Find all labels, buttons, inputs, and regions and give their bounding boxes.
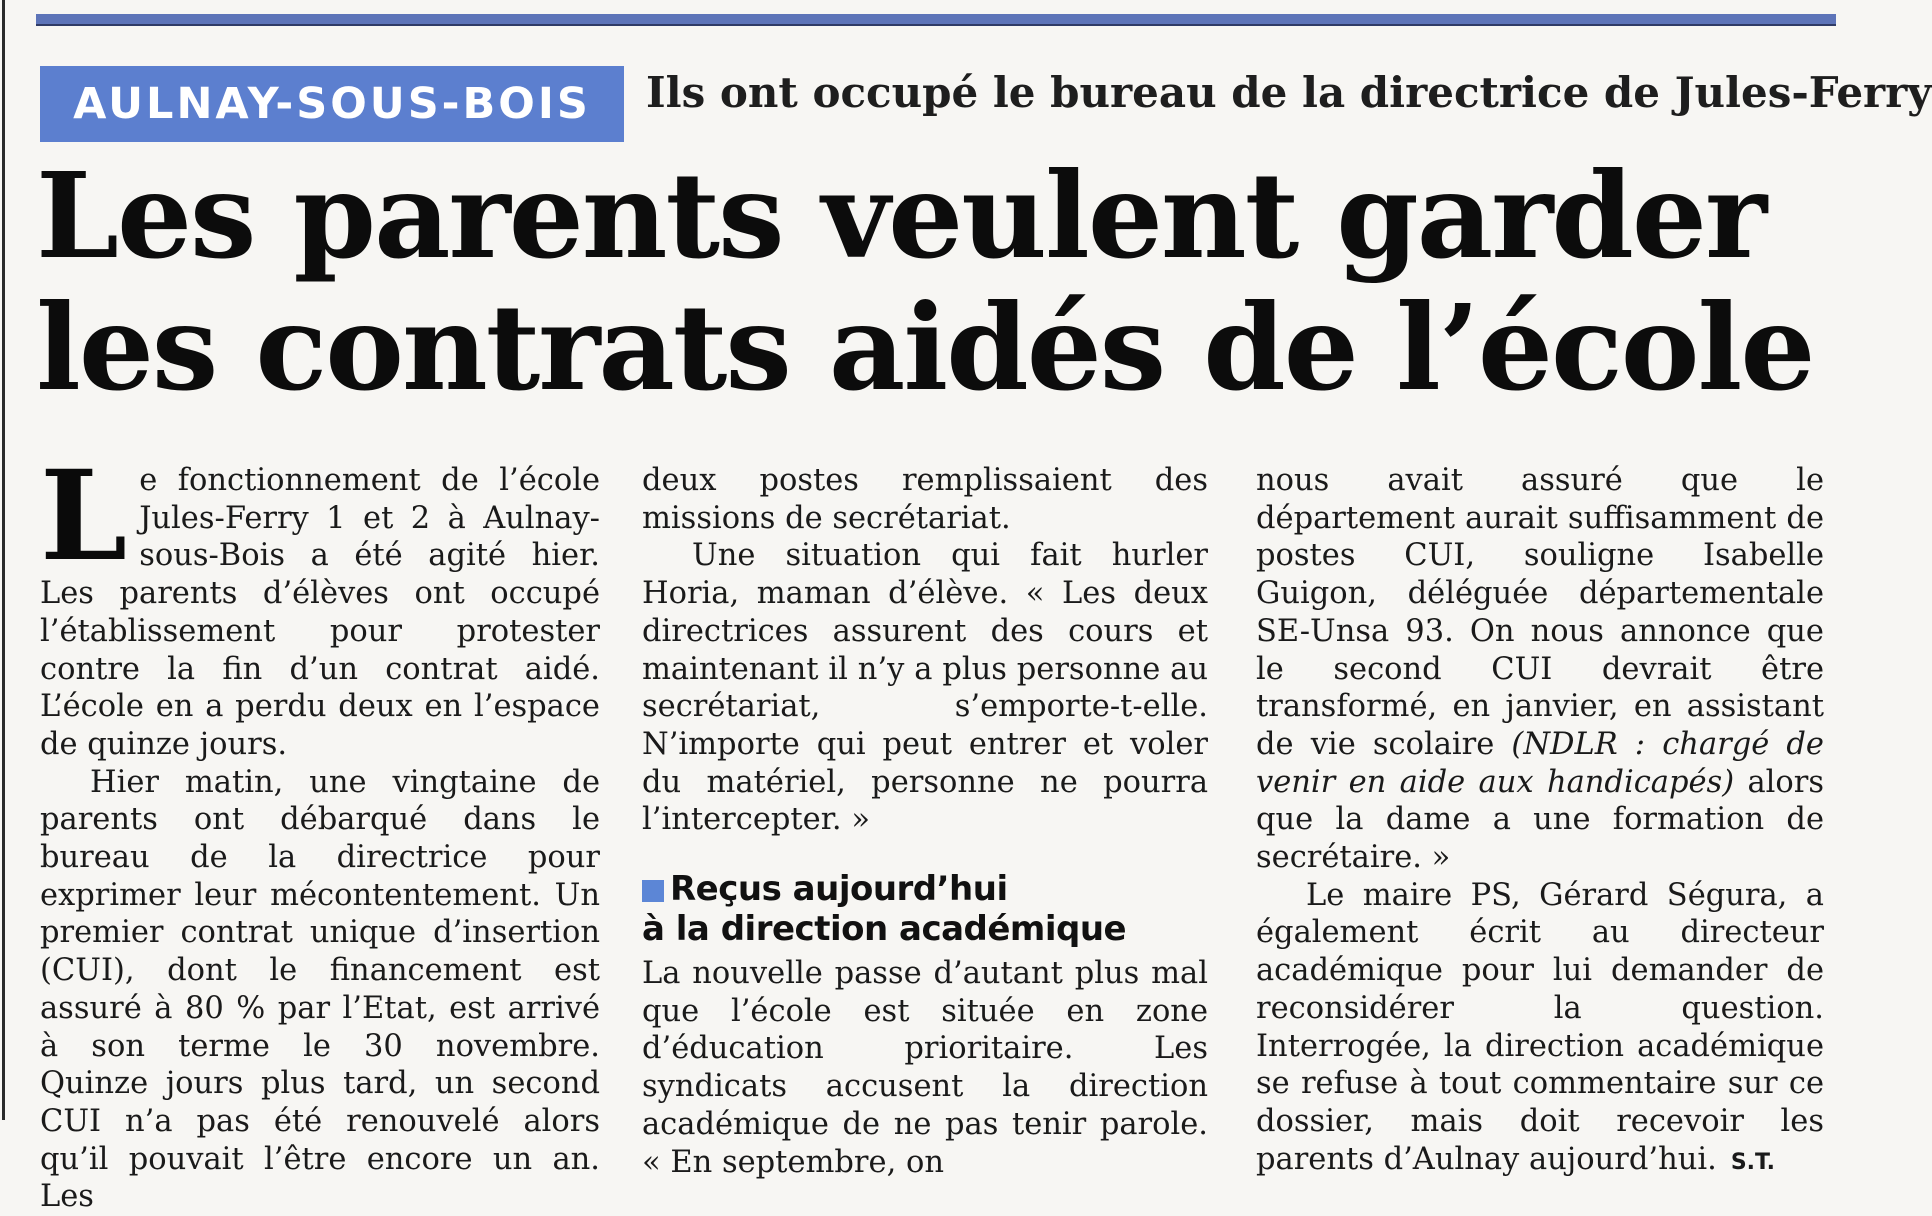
col1-paragraph-2: Hier matin, une vingtaine de parents ont débarqué dans le bureau de la directrice pour exprimer leur mécontentement. Un premier contrat unique d’insertion (CUI), dont le financement est assuré à 80 % par l’Etat, est arrivé à son terme le 30 novembre. Quinze jours plus tard, un second CUI n’a pas été renouvelé alors qu’il pouvait l’être encore un an. Les [40,764,600,1215]
headline [36,146,1836,418]
author-signature: S.T. [1730,1149,1776,1175]
col1-paragraph-1-text: e fonctionnement de l’école Jules-Ferry 1 et 2 à Aulnay-sous-Bois a été agité hier. Les parents d’élèves ont occupé l’établissement pour protester contre la fin d’un contrat aidé. L’école en a perdu deux en l’espace de quinze jours. [40,463,600,762]
col3-paragraph-1 [1256,462,1824,877]
subheadline: Ils ont occupé le bureau de la directrice de Jules-Ferry [646,68,1932,117]
col2-paragraph-2: Une situation qui fait hurler Horia, maman d’élève. « Les deux directrices assurent des cours et maintenant il n’y a plus personne au secrétariat, s’emporte-t-elle. N’importe qui peut entrer et voler du matériel, personne ne pourra l’intercepter. » [642,538,1208,838]
left-edge-rule [2,0,5,1120]
location-kicker: AULNAY-SOUS-BOIS [73,79,591,129]
col3-paragraph-1-start: nous avait assuré que le département aurait suffisamment de postes CUI, souligne Isabelle Guigon, déléguée départementale SE-Unsa 93. On nous annonce que le second CUI devrait être transformé, en janvier, en assistant de vie scolaire [1256,463,1824,762]
interheading-line-1: Reçus aujourd’hui [670,869,1008,910]
col2-paragraph-1: deux postes remplissaient des missions de secrétariat. [642,463,1208,536]
article-column-3 [1256,462,1824,1181]
col3-paragraph-2-text: Le maire PS, Gérard Ségura, a également écrit au directeur académique pour lui demander de reconsidérer la question. Interrogée, la direction académique se refuse à tout commentaire sur ce dossier, mais doit recevoir les parents d’Aulnay aujourd’hui. [1256,877,1824,1177]
col2-paragraph-3: La nouvelle passe d’autant plus mal que l’école est située en zone d’éducation prioritaire. Les syndicats accusent la direction académique de ne pas tenir parole. « En septembre, on [642,956,1208,1180]
interheading [642,869,1208,949]
location-kicker-box [40,66,624,142]
top-color-rule [36,14,1836,26]
headline-line-1: Les parents veulent garder [36,146,1766,285]
col3-paragraph-2 [1256,877,1824,1182]
col1-paragraph-1 [40,444,600,764]
article-column-2 [642,462,1208,1181]
headline-line-2: les contrats aidés de l’école [36,278,1814,418]
blue-square-icon [642,880,664,902]
col3-paragraph-1-end: alors que la dame a une formation de secrétaire. » [1256,764,1824,876]
col3-paragraph-1-italic-note: (NDLR : chargé de venir en aide aux handicapés) [1256,726,1824,800]
article-column-1 [40,444,600,1216]
drop-cap: L [40,444,128,589]
interheading-line-2: à la direction académique [642,909,1127,950]
